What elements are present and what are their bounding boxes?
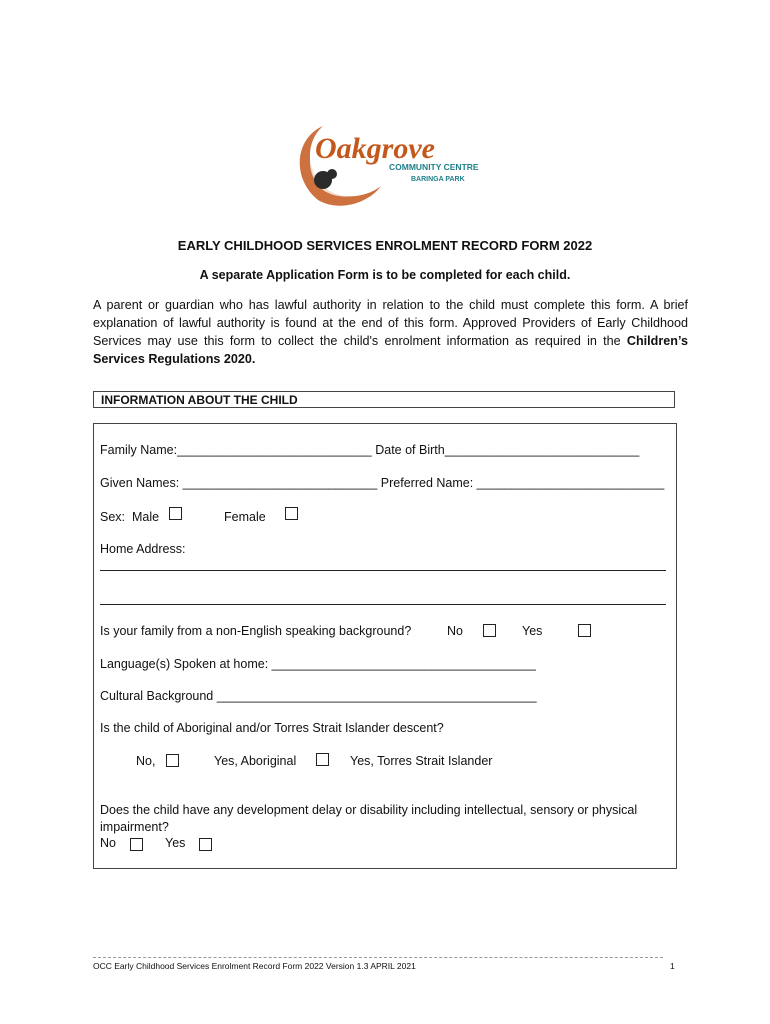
page-number: 1 bbox=[670, 961, 675, 971]
disability-question-line-1: Does the child have any development delay or disability including intellectual, sensory or physical bbox=[100, 803, 638, 817]
atsi-aboriginal-checkbox[interactable] bbox=[316, 753, 329, 766]
form-title: EARLY CHILDHOOD SERVICES ENROLMENT RECORD FORM 2022 bbox=[177, 238, 593, 253]
nesb-yes-label: Yes bbox=[522, 624, 543, 638]
home-address-line-2[interactable] bbox=[100, 604, 666, 605]
male-label: Male bbox=[131, 510, 160, 524]
sex-label bbox=[100, 510, 159, 524]
nesb-no-checkbox[interactable] bbox=[483, 624, 496, 637]
languages-field[interactable]: Language(s) Spoken at home: ______________________________________ bbox=[100, 657, 536, 671]
logo-line2: BARINGA PARK bbox=[411, 176, 465, 183]
atsi-tsi-label: Yes, Torres Strait Islander bbox=[350, 754, 493, 768]
atsi-aboriginal-label: Yes, Aboriginal bbox=[214, 754, 297, 768]
disability-no-checkbox[interactable] bbox=[130, 838, 143, 851]
logo-graphic bbox=[283, 108, 493, 218]
cultural-background-field[interactable]: Cultural Background ______________________________________________ bbox=[100, 689, 537, 703]
home-address-line-1[interactable] bbox=[100, 570, 666, 571]
male-checkbox[interactable] bbox=[169, 507, 182, 520]
disability-yes-checkbox[interactable] bbox=[199, 838, 212, 851]
female-checkbox[interactable] bbox=[285, 507, 298, 520]
given-preferred-name-field[interactable]: Given Names: ____________________________ Preferred Name: ___________________________ bbox=[100, 476, 665, 490]
oakgrove-logo bbox=[283, 108, 493, 218]
disability-no-label: No bbox=[100, 836, 116, 850]
family-name-dob-field[interactable]: Family Name:____________________________ Date of Birth____________________________ bbox=[100, 443, 640, 457]
home-address-label: Home Address: bbox=[100, 542, 186, 556]
nesb-question: Is your family from a non-English speaking background? bbox=[100, 624, 412, 638]
disability-question-line-2: impairment? bbox=[100, 820, 169, 834]
footer-divider bbox=[93, 957, 663, 958]
atsi-no-label: No, bbox=[136, 754, 156, 768]
logo-line1: COMMUNITY CENTRE bbox=[389, 162, 479, 172]
atsi-no-checkbox[interactable] bbox=[166, 754, 179, 767]
footer-version-text: OCC Early Childhood Services Enrolment Record Form 2022 Version 1.3 APRIL 2021 bbox=[93, 961, 416, 971]
intro-text: A parent or guardian who has lawful authority in relation to the child must complete this form. A brief explanation of lawful authority is found at the end of this form. Approved Providers of Early Childhood Services may use this form to collect the child's enrolment information as required in the bbox=[93, 298, 688, 348]
form-subtitle: A separate Application Form is to be completed for each child. bbox=[199, 268, 571, 282]
section-header-child-info: INFORMATION ABOUT THE CHILD bbox=[93, 391, 675, 408]
female-label: Female bbox=[224, 510, 266, 524]
intro-paragraph bbox=[93, 296, 688, 368]
disability-yes-label: Yes bbox=[165, 836, 186, 850]
nesb-yes-checkbox[interactable] bbox=[578, 624, 591, 637]
sex-label-text: Sex: bbox=[100, 510, 126, 524]
nesb-no-label: No bbox=[447, 624, 463, 638]
logo-wordmark: Oakgrove bbox=[315, 132, 435, 165]
atsi-question: Is the child of Aboriginal and/or Torres Strait Islander descent? bbox=[100, 721, 444, 735]
intro-regulation: Children’s Services Regulations 2020 bbox=[93, 334, 688, 366]
intro-end: . bbox=[251, 352, 256, 366]
